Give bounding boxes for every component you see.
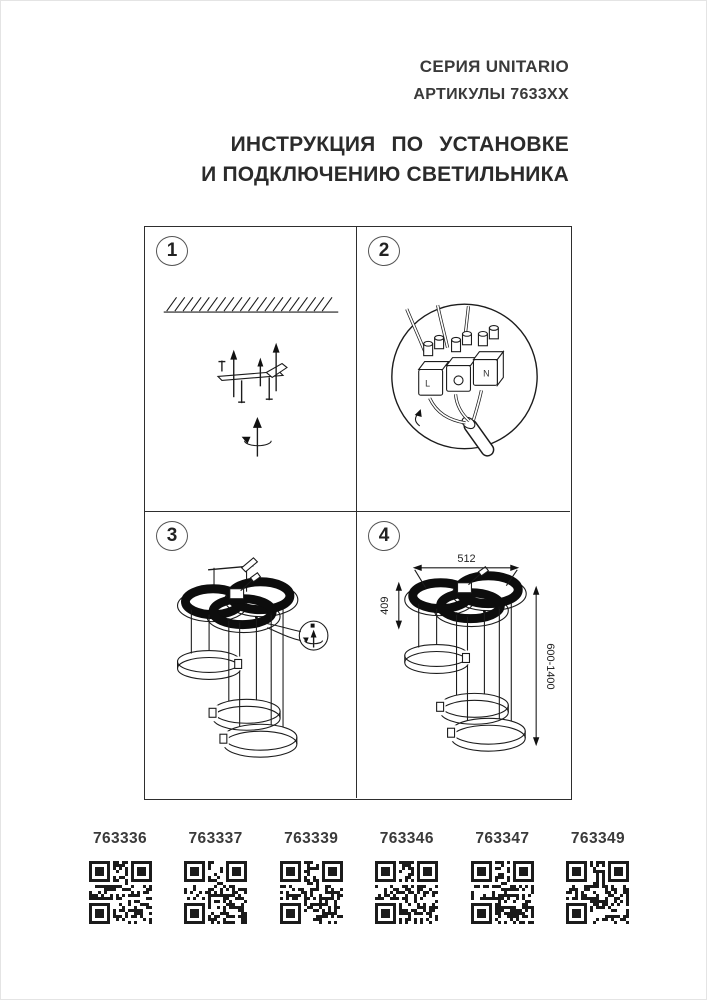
articles-line: АРТИКУЛЫ 7633XX [413,86,569,103]
terminal-live-label: L [425,378,431,389]
qr-code [375,861,438,924]
qr-code [471,861,534,924]
step-number-badge: 3 [156,521,188,551]
article-code: 763346 [379,830,434,847]
article-code: 763339 [284,830,339,847]
panel-step-4 [357,512,570,798]
step-number-badge: 2 [368,236,400,266]
dimension-width-label: 512 [457,552,476,565]
terminal-block-drawing [419,326,504,396]
page-title [201,132,569,188]
cable-drawing [460,415,487,450]
panel-step-1 [145,227,357,512]
instruction-grid [144,226,572,800]
qr-code [566,861,629,924]
article-item [566,829,630,924]
article-code: 763337 [188,830,243,847]
qr-code [280,861,343,924]
series-name: СЕРИЯ UNITARIO [419,57,569,76]
article-item [470,829,534,924]
detail-balloon [267,621,328,650]
article-item [184,829,248,924]
article-code: 763336 [92,830,148,847]
dimension-suspension [533,586,556,746]
dimension-canopy-label: 409 [378,596,391,615]
dimension-canopy-drop [379,582,402,630]
chandelier-drawing [405,567,526,751]
rotation-arrow-icon [242,417,272,457]
qr-code [184,861,247,924]
article-list [88,829,630,924]
header [413,56,569,105]
step4-drawing [357,512,570,798]
page-title-line1: ИНСТРУКЦИЯ ПО УСТАНОВКЕ [230,133,569,156]
step-number-badge: 1 [156,236,188,266]
dimension-suspension-label: 600-1400 [544,643,557,690]
panel-step-3 [145,512,357,798]
article-item [88,829,152,924]
qr-code [89,861,152,924]
panel-step-2 [357,227,570,512]
article-code: 763347 [475,830,530,847]
article-code: 763349 [570,830,626,847]
chandelier-drawing [178,573,298,757]
page-title-line2: И ПОДКЛЮЧЕНИЮ СВЕТИЛЬНИКА [201,163,569,186]
article-item [279,829,343,924]
terminal-neutral-label: N [483,368,490,379]
ceiling-hatch [164,297,339,312]
article-item [375,829,439,924]
mounting-bracket-drawing [218,343,287,403]
step2-drawing [357,227,570,511]
step1-drawing [145,227,356,511]
step-number-badge: 4 [368,521,400,551]
step3-drawing [145,512,356,798]
